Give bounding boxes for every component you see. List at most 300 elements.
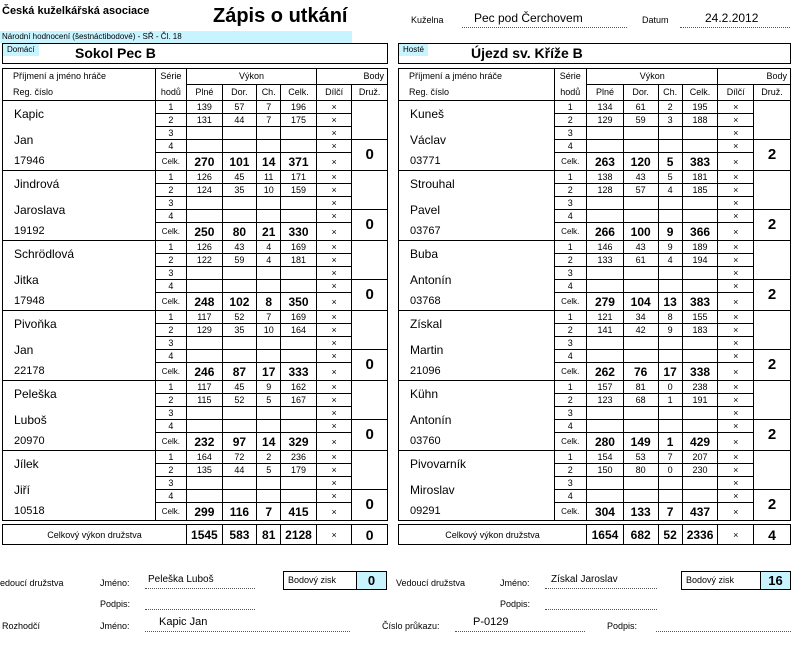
serie-value[interactable]: 121 — [587, 311, 624, 324]
serie-empty[interactable] — [658, 127, 682, 140]
serie-number: 4 — [155, 210, 186, 223]
player-surname: Peleška — [3, 381, 156, 407]
col-druz-header: Druž. — [754, 85, 791, 101]
serie-value[interactable]: 155 — [682, 311, 718, 324]
serie-empty[interactable] — [658, 197, 682, 210]
serie-empty[interactable] — [587, 407, 624, 420]
serie-empty[interactable] — [257, 140, 281, 153]
team-sum-body: 0 — [352, 525, 388, 545]
serie-number: 2 — [554, 324, 587, 337]
serie-value[interactable]: 123 — [587, 394, 624, 407]
serie-value[interactable]: 207 — [682, 451, 718, 464]
serie-empty[interactable] — [257, 280, 281, 293]
serie-value[interactable]: 179 — [281, 464, 317, 477]
serie-value[interactable]: 43 — [623, 171, 658, 184]
serie-value[interactable]: 115 — [187, 394, 223, 407]
serie-value[interactable]: 124 — [187, 184, 223, 197]
serie-empty[interactable] — [623, 210, 658, 223]
serie-value[interactable]: 183 — [682, 324, 718, 337]
serie-empty[interactable] — [623, 127, 658, 140]
serie-empty[interactable] — [187, 420, 223, 433]
serie-empty[interactable] — [623, 407, 658, 420]
serie-value[interactable]: 230 — [682, 464, 718, 477]
serie-empty[interactable] — [658, 490, 682, 503]
serie-value[interactable]: 7 — [658, 451, 682, 464]
player-total: 263 — [587, 153, 624, 171]
serie-empty[interactable] — [682, 337, 718, 350]
serie-value[interactable]: 126 — [187, 241, 223, 254]
home-vedouci-field[interactable]: Peleška Luboš — [145, 574, 255, 589]
dilci-mark: × — [718, 140, 754, 153]
serie-empty[interactable] — [587, 127, 624, 140]
serie-number: 2 — [554, 254, 587, 267]
serie-value[interactable]: 157 — [587, 381, 624, 394]
serie-empty[interactable] — [257, 337, 281, 350]
serie-value[interactable]: 53 — [623, 451, 658, 464]
serie-number: 1 — [155, 241, 186, 254]
serie-empty[interactable] — [587, 420, 624, 433]
serie-value[interactable]: 188 — [682, 114, 718, 127]
serie-empty[interactable] — [587, 337, 624, 350]
serie-empty[interactable] — [257, 210, 281, 223]
serie-empty[interactable] — [587, 490, 624, 503]
serie-empty[interactable] — [187, 490, 223, 503]
serie-empty[interactable] — [222, 127, 257, 140]
serie-empty[interactable] — [281, 490, 317, 503]
player-total: 21 — [257, 223, 281, 241]
rozhodci-podpis-field[interactable] — [656, 618, 791, 632]
serie-value[interactable]: 44 — [222, 464, 257, 477]
serie-value[interactable]: 129 — [187, 324, 223, 337]
player-total: 101 — [222, 153, 257, 171]
player-total: 329 — [281, 433, 317, 451]
player-total: 133 — [623, 503, 658, 521]
serie-empty[interactable] — [187, 210, 223, 223]
serie-value[interactable]: 7 — [257, 101, 281, 114]
dilci-mark: × — [316, 433, 352, 451]
serie-empty[interactable] — [682, 280, 718, 293]
serie-empty[interactable] — [623, 477, 658, 490]
col-reg-header: Reg. číslo — [399, 85, 555, 101]
dilci-mark: × — [718, 223, 754, 241]
serie-value[interactable]: 138 — [587, 171, 624, 184]
dilci-mark: × — [316, 394, 352, 407]
serie-value[interactable]: 1 — [658, 394, 682, 407]
serie-value[interactable]: 181 — [682, 171, 718, 184]
serie-value[interactable]: 45 — [222, 381, 257, 394]
kuzelna-field[interactable]: Pec pod Čerchovem — [462, 11, 627, 28]
serie-empty[interactable] — [257, 350, 281, 363]
player-total: 97 — [222, 433, 257, 451]
datum-field[interactable]: 24.2.2012 — [680, 11, 790, 28]
prukaz-field[interactable]: P-0129 — [455, 616, 585, 632]
serie-value[interactable]: 5 — [658, 171, 682, 184]
serie-value[interactable]: 154 — [587, 451, 624, 464]
serie-empty[interactable] — [587, 197, 624, 210]
serie-empty[interactable] — [281, 210, 317, 223]
serie-value[interactable]: 185 — [682, 184, 718, 197]
serie-empty[interactable] — [682, 140, 718, 153]
serie-value[interactable]: 59 — [222, 254, 257, 267]
celk-label: Celk. — [554, 223, 587, 241]
player-total: 266 — [587, 223, 624, 241]
team-sum-value: 81 — [257, 525, 281, 545]
serie-value[interactable]: 72 — [222, 451, 257, 464]
serie-empty[interactable] — [682, 267, 718, 280]
serie-value[interactable]: 80 — [623, 464, 658, 477]
dilci-mark: × — [316, 381, 352, 394]
dilci-mark: × — [718, 184, 754, 197]
col-vykon-header: Výkon — [187, 69, 317, 85]
celk-label: Celk. — [155, 363, 186, 381]
serie-value[interactable]: 10 — [257, 324, 281, 337]
serie-empty[interactable] — [222, 490, 257, 503]
serie-value[interactable]: 7 — [257, 311, 281, 324]
guest-vedouci-field[interactable]: Získal Jaroslav — [545, 574, 657, 589]
serie-value[interactable]: 57 — [623, 184, 658, 197]
team-sum-value: 682 — [623, 525, 658, 545]
col-celk-header: Celk. — [682, 85, 718, 101]
dilci-mark: × — [718, 433, 754, 451]
serie-empty[interactable] — [658, 267, 682, 280]
serie-value[interactable]: 135 — [187, 464, 223, 477]
druz-spacer — [754, 241, 791, 280]
serie-value[interactable]: 169 — [281, 311, 317, 324]
serie-empty[interactable] — [658, 140, 682, 153]
serie-value[interactable]: 134 — [587, 101, 624, 114]
serie-empty[interactable] — [222, 420, 257, 433]
serie-value[interactable]: 2 — [257, 451, 281, 464]
serie-empty[interactable] — [682, 197, 718, 210]
serie-value[interactable]: 10 — [257, 184, 281, 197]
celk-label: Celk. — [554, 433, 587, 451]
serie-value[interactable]: 159 — [281, 184, 317, 197]
serie-value[interactable]: 7 — [257, 114, 281, 127]
home-tag: Domácí — [3, 44, 39, 56]
dilci-mark: × — [316, 477, 352, 490]
player-total: 232 — [187, 433, 223, 451]
serie-empty[interactable] — [187, 267, 223, 280]
serie-value[interactable]: 9 — [257, 381, 281, 394]
druz-spacer — [754, 311, 791, 350]
serie-value[interactable]: 8 — [658, 311, 682, 324]
serie-value[interactable]: 167 — [281, 394, 317, 407]
serie-value[interactable]: 236 — [281, 451, 317, 464]
form-title: Zápis o utkání — [213, 5, 348, 27]
serie-value[interactable]: 171 — [281, 171, 317, 184]
dilci-mark: × — [718, 267, 754, 280]
dilci-mark: × — [718, 451, 754, 464]
serie-empty[interactable] — [187, 477, 223, 490]
serie-value[interactable]: 34 — [623, 311, 658, 324]
dilci-mark: × — [316, 350, 352, 363]
col-dor-header: Dor. — [623, 85, 658, 101]
dilci-mark: × — [316, 503, 352, 521]
player-body: 0 — [352, 420, 388, 451]
serie-value[interactable]: 117 — [187, 311, 223, 324]
serie-number: 2 — [155, 114, 186, 127]
serie-empty[interactable] — [623, 420, 658, 433]
dilci-mark: × — [316, 311, 352, 324]
serie-empty[interactable] — [281, 477, 317, 490]
serie-empty[interactable] — [281, 127, 317, 140]
player-total: 104 — [623, 293, 658, 311]
serie-value[interactable]: 117 — [187, 381, 223, 394]
player-total: 14 — [257, 153, 281, 171]
player-total: 8 — [257, 293, 281, 311]
serie-value[interactable]: 150 — [587, 464, 624, 477]
player-reg: 17946 — [3, 153, 156, 171]
home-vedouci-label: edoucí družstva — [0, 578, 64, 588]
serie-value[interactable]: 2 — [658, 101, 682, 114]
serie-value[interactable]: 5 — [257, 394, 281, 407]
serie-value[interactable]: 0 — [658, 464, 682, 477]
serie-value[interactable]: 9 — [658, 324, 682, 337]
serie-value[interactable]: 238 — [682, 381, 718, 394]
serie-value[interactable]: 81 — [623, 381, 658, 394]
serie-empty[interactable] — [222, 350, 257, 363]
serie-value[interactable]: 45 — [222, 171, 257, 184]
team-sum-value: 2336 — [682, 525, 718, 545]
serie-empty[interactable] — [187, 197, 223, 210]
serie-empty[interactable] — [222, 197, 257, 210]
player-firstname: Jan — [3, 337, 156, 363]
serie-value[interactable]: 181 — [281, 254, 317, 267]
serie-empty[interactable] — [587, 267, 624, 280]
serie-empty[interactable] — [623, 280, 658, 293]
serie-value[interactable]: 4 — [658, 184, 682, 197]
dilci-mark: × — [718, 153, 754, 171]
serie-empty[interactable] — [187, 407, 223, 420]
serie-empty[interactable] — [222, 337, 257, 350]
player-total: 299 — [187, 503, 223, 521]
col-body-header: Body — [316, 69, 387, 85]
player-firstname: Jiří — [3, 477, 156, 503]
team-sum-value: 52 — [658, 525, 682, 545]
serie-empty[interactable] — [187, 337, 223, 350]
serie-value[interactable]: 42 — [623, 324, 658, 337]
serie-empty[interactable] — [623, 337, 658, 350]
dilci-mark: × — [718, 101, 754, 114]
player-total: 383 — [682, 153, 718, 171]
serie-number: 3 — [155, 337, 186, 350]
serie-value[interactable]: 61 — [623, 254, 658, 267]
dilci-mark: × — [718, 127, 754, 140]
dilci-mark: × — [718, 311, 754, 324]
serie-value[interactable]: 194 — [682, 254, 718, 267]
player-body: 0 — [352, 350, 388, 381]
serie-empty[interactable] — [222, 280, 257, 293]
serie-empty[interactable] — [623, 350, 658, 363]
serie-value[interactable]: 52 — [222, 311, 257, 324]
serie-empty[interactable] — [281, 337, 317, 350]
serie-empty[interactable] — [587, 350, 624, 363]
serie-empty[interactable] — [222, 407, 257, 420]
serie-empty[interactable] — [187, 350, 223, 363]
serie-number: 1 — [155, 451, 186, 464]
serie-empty[interactable] — [682, 127, 718, 140]
serie-empty[interactable] — [587, 477, 624, 490]
serie-value[interactable]: 131 — [187, 114, 223, 127]
home-team-bar — [2, 43, 388, 64]
serie-value[interactable]: 5 — [257, 464, 281, 477]
serie-empty[interactable] — [682, 420, 718, 433]
serie-empty[interactable] — [658, 337, 682, 350]
serie-empty[interactable] — [257, 477, 281, 490]
serie-value[interactable]: 175 — [281, 114, 317, 127]
team-sum-mark: × — [718, 525, 754, 545]
serie-empty[interactable] — [257, 127, 281, 140]
serie-empty[interactable] — [658, 420, 682, 433]
dilci-mark: × — [718, 210, 754, 223]
serie-number: 2 — [554, 184, 587, 197]
guest-team-name: Újezd sv. Kříže B — [471, 45, 583, 61]
player-surname: Kuneš — [399, 101, 555, 127]
player-surname: Pivovarník — [399, 451, 555, 477]
serie-value[interactable]: 9 — [658, 241, 682, 254]
guest-vedouci-label: Vedoucí družstva — [396, 578, 466, 588]
serie-empty[interactable] — [682, 490, 718, 503]
serie-value[interactable]: 4 — [257, 254, 281, 267]
dilci-mark: × — [718, 241, 754, 254]
serie-value[interactable]: 0 — [658, 381, 682, 394]
serie-value[interactable]: 4 — [257, 241, 281, 254]
serie-empty[interactable] — [281, 407, 317, 420]
druz-spacer — [352, 381, 388, 420]
serie-empty[interactable] — [682, 350, 718, 363]
serie-value[interactable]: 169 — [281, 241, 317, 254]
serie-value[interactable]: 61 — [623, 101, 658, 114]
serie-value[interactable]: 4 — [658, 254, 682, 267]
serie-empty[interactable] — [587, 280, 624, 293]
team-sum-mark: × — [316, 525, 352, 545]
serie-empty[interactable] — [222, 267, 257, 280]
serie-empty[interactable] — [623, 140, 658, 153]
serie-value[interactable]: 3 — [658, 114, 682, 127]
serie-empty[interactable] — [257, 490, 281, 503]
serie-empty[interactable] — [623, 197, 658, 210]
player-total: 76 — [623, 363, 658, 381]
serie-empty[interactable] — [658, 407, 682, 420]
serie-value[interactable]: 196 — [281, 101, 317, 114]
player-reg: 20970 — [3, 433, 156, 451]
player-total: 80 — [222, 223, 257, 241]
dilci-mark: × — [718, 293, 754, 311]
serie-empty[interactable] — [257, 407, 281, 420]
serie-value[interactable]: 189 — [682, 241, 718, 254]
player-total: 250 — [187, 223, 223, 241]
serie-empty[interactable] — [187, 140, 223, 153]
serie-empty[interactable] — [682, 407, 718, 420]
player-total: 279 — [587, 293, 624, 311]
serie-value[interactable]: 68 — [623, 394, 658, 407]
serie-number: 4 — [554, 350, 587, 363]
serie-empty[interactable] — [658, 477, 682, 490]
serie-value[interactable]: 128 — [587, 184, 624, 197]
serie-value[interactable]: 146 — [587, 241, 624, 254]
druz-spacer — [352, 241, 388, 280]
dilci-mark: × — [718, 490, 754, 503]
celk-label: Celk. — [554, 503, 587, 521]
serie-empty[interactable] — [281, 197, 317, 210]
player-total: 17 — [257, 363, 281, 381]
serie-value[interactable]: 191 — [682, 394, 718, 407]
home-podpis-field[interactable] — [145, 596, 255, 610]
serie-empty[interactable] — [623, 490, 658, 503]
guest-podpis-field[interactable] — [545, 596, 657, 610]
druz-spacer — [754, 171, 791, 210]
serie-empty[interactable] — [587, 210, 624, 223]
serie-value[interactable]: 162 — [281, 381, 317, 394]
serie-number: 4 — [155, 420, 186, 433]
serie-empty[interactable] — [587, 140, 624, 153]
serie-value[interactable]: 141 — [587, 324, 624, 337]
serie-empty[interactable] — [281, 280, 317, 293]
serie-value[interactable]: 122 — [187, 254, 223, 267]
serie-value[interactable]: 164 — [281, 324, 317, 337]
serie-empty[interactable] — [682, 477, 718, 490]
serie-value[interactable]: 43 — [623, 241, 658, 254]
serie-value[interactable]: 57 — [222, 101, 257, 114]
serie-empty[interactable] — [222, 140, 257, 153]
serie-value[interactable]: 11 — [257, 171, 281, 184]
dilci-mark: × — [718, 407, 754, 420]
player-surname: Kapic — [3, 101, 156, 127]
serie-empty[interactable] — [257, 267, 281, 280]
serie-empty[interactable] — [187, 280, 223, 293]
serie-value[interactable]: 52 — [222, 394, 257, 407]
player-total: 415 — [281, 503, 317, 521]
serie-value[interactable]: 133 — [587, 254, 624, 267]
serie-value[interactable]: 129 — [587, 114, 624, 127]
serie-empty[interactable] — [222, 210, 257, 223]
dilci-mark: × — [316, 184, 352, 197]
serie-empty[interactable] — [281, 140, 317, 153]
serie-value[interactable]: 44 — [222, 114, 257, 127]
serie-value[interactable]: 59 — [623, 114, 658, 127]
serie-empty[interactable] — [658, 210, 682, 223]
serie-value[interactable]: 139 — [187, 101, 223, 114]
serie-value[interactable]: 35 — [222, 184, 257, 197]
serie-empty[interactable] — [257, 197, 281, 210]
serie-empty[interactable] — [658, 280, 682, 293]
serie-empty[interactable] — [281, 420, 317, 433]
serie-empty[interactable] — [281, 350, 317, 363]
serie-value[interactable]: 43 — [222, 241, 257, 254]
player-total: 7 — [257, 503, 281, 521]
serie-empty[interactable] — [682, 210, 718, 223]
serie-value[interactable]: 126 — [187, 171, 223, 184]
player-firstname: Pavel — [399, 197, 555, 223]
serie-number: 3 — [554, 197, 587, 210]
player-total: 246 — [187, 363, 223, 381]
serie-empty[interactable] — [658, 350, 682, 363]
dilci-mark: × — [316, 101, 352, 114]
serie-empty[interactable] — [281, 267, 317, 280]
serie-value[interactable]: 35 — [222, 324, 257, 337]
serie-empty[interactable] — [623, 267, 658, 280]
player-total: 270 — [187, 153, 223, 171]
serie-value[interactable]: 164 — [187, 451, 223, 464]
serie-value[interactable]: 195 — [682, 101, 718, 114]
serie-empty[interactable] — [187, 127, 223, 140]
home-zisk-box — [283, 571, 387, 590]
serie-empty[interactable] — [222, 477, 257, 490]
serie-number: 4 — [554, 140, 587, 153]
player-firstname: Jitka — [3, 267, 156, 293]
serie-empty[interactable] — [257, 420, 281, 433]
rozhodci-field[interactable]: Kapic Jan — [145, 616, 350, 632]
